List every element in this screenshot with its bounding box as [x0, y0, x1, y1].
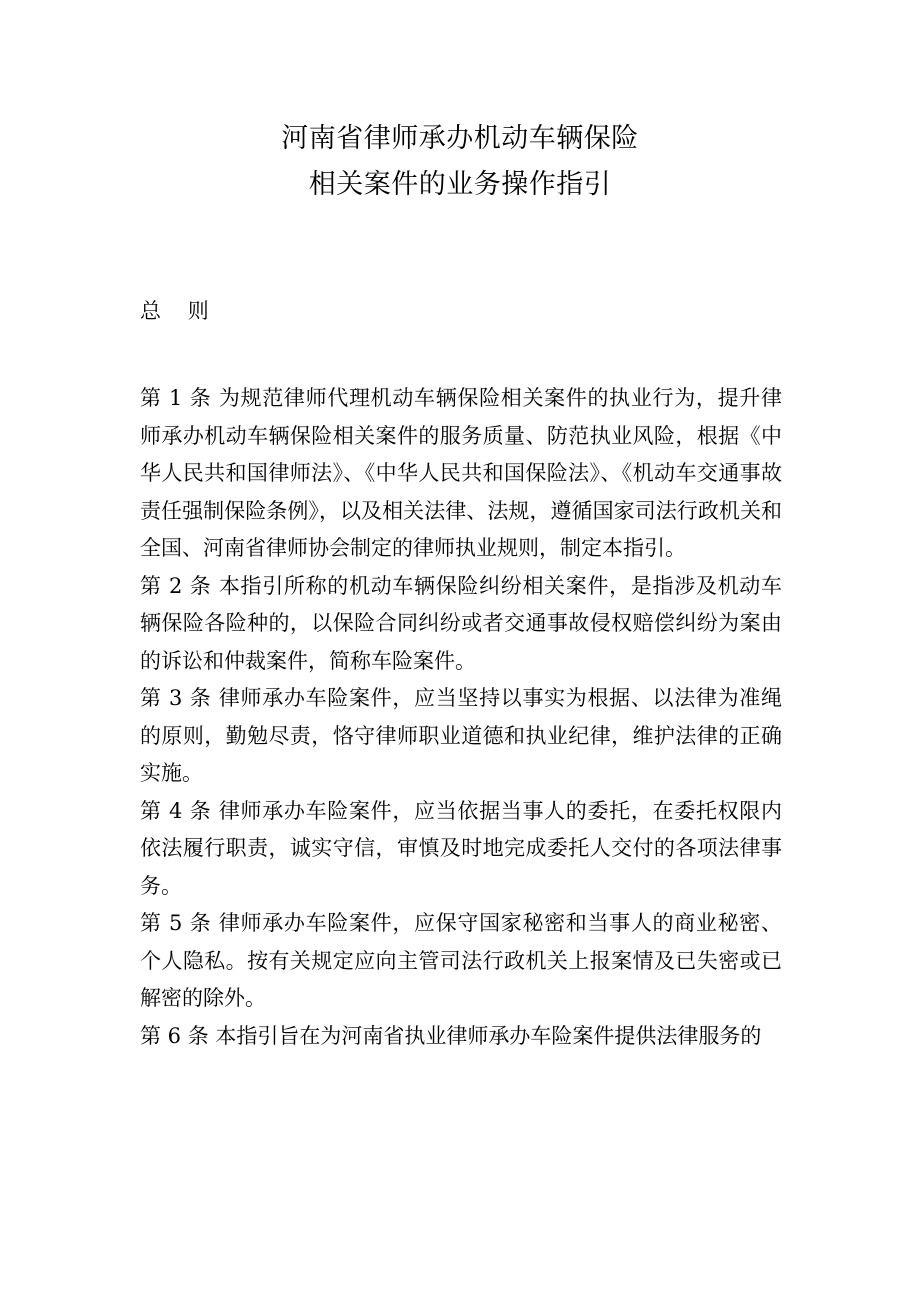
article-3: 第 3 条 律师承办车险案件，应当坚持以事实为根据、以法律为准绳的原则，勤勉尽责，恪守律师职业道德和执业纪律，维护法律的正确实施。: [140, 686, 782, 785]
document-body: [140, 380, 782, 1055]
article-1: 第 1 条 为规范律师代理机动车辆保险相关案件的执业行为，提升律师承办机动车辆保险相关案件的服务质量、防范执业风险，根据《中华人民共和国律师法》、《中华人民共和国保险法》、《机动车交通事故责任强制保险条例》，以及相关法律、法规，遵循国家司法行政机关和全国、河南省律师协会制定的律师执业规则，制定本指引。: [140, 386, 782, 560]
article-2: 第 2 条 本指引所称的机动车辆保险纠纷相关案件，是指涉及机动车辆保险各险种的，以保险合同纠纷或者交通事故侵权赔偿纠纷为案由的诉讼和仲裁案件，简称车险案件。: [140, 573, 782, 673]
article-6: 第 6 条 本指引旨在为河南省执业律师承办车险案件提供法律服务的: [140, 1023, 762, 1048]
title-line-2: 相关案件的业务操作指引: [308, 169, 612, 200]
document-title: [0, 116, 920, 208]
article-5: 第 5 条 律师承办车险案件，应保守国家秘密和当事人的商业秘密、个人隐私。按有关规定应向主管司法行政机关上报案情及已失密或已解密的除外。: [140, 911, 782, 1010]
section-heading: 总 则: [140, 299, 209, 323]
article-4: 第 4 条 律师承办车险案件，应当依据当事人的委托，在委托权限内依法履行职责，诚实守信，审慎及时地完成委托人交付的各项法律事务。: [140, 798, 782, 898]
title-line-1: 河南省律师承办机动车辆保险: [281, 123, 639, 154]
